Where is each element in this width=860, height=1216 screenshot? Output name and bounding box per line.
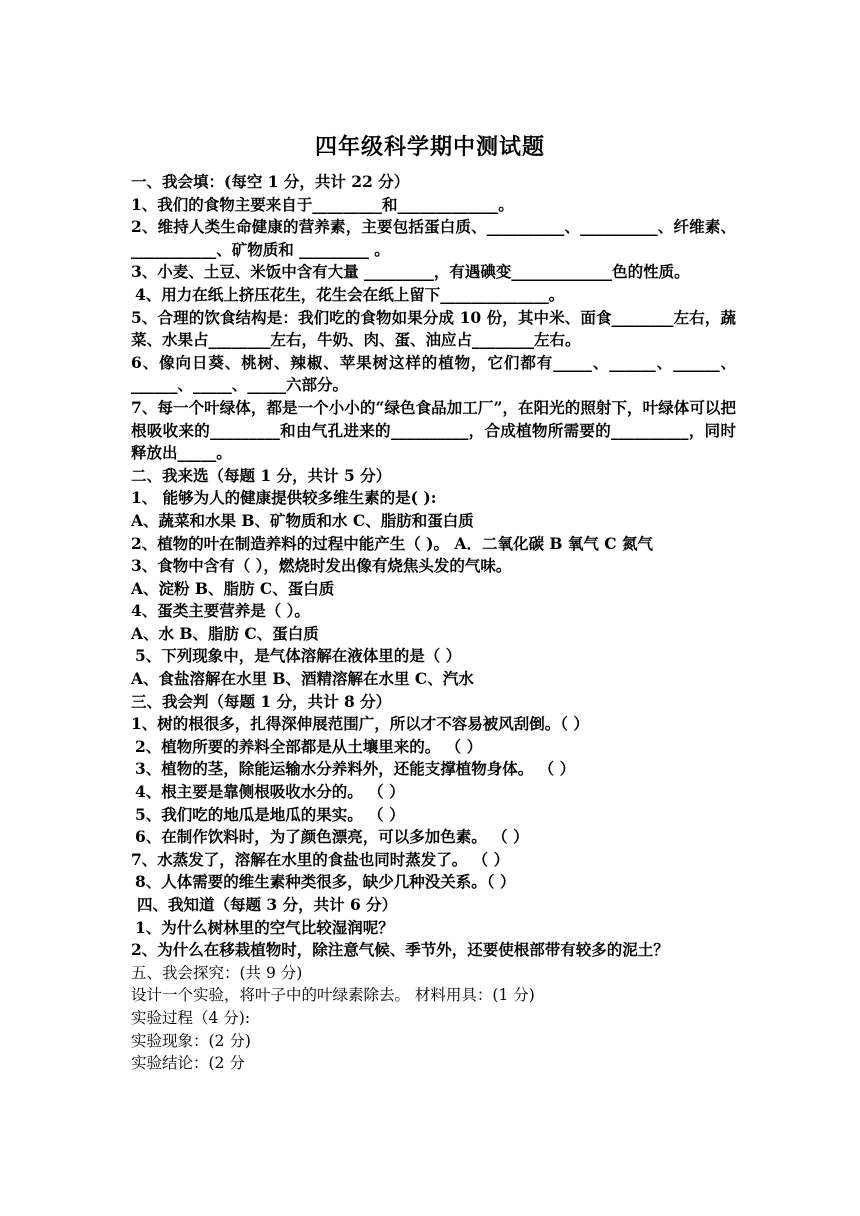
section-heading: 二、我来选（每题 1 分，共计 5 分）: [131, 465, 392, 485]
question-line: 4、用力在纸上挤压花生，花生会在纸上留下______________。: [135, 284, 565, 304]
question-line: 6、像向日葵、桃树、辣椒、苹果树这样的植物，它们都有_____、______、______、______、_____、_____六部分。: [131, 352, 736, 395]
question-line: 3、小麦、土豆、米饭中含有大量 _________，有遇碘变_____________色的性质。: [131, 262, 690, 282]
question-line: A、淀粉 B、脂肪 C、蛋白质: [131, 578, 335, 598]
question-line: 四、我知道（每题 3 分，共计 6 分）: [137, 895, 398, 914]
question-line: 3、植物的茎，除能运输水分养料外，还能支撑植物身体。 （ ）: [135, 759, 576, 779]
question-line: 2、为什么在移栽植物时，除注意气候、季节外，还要使根部带有较多的泥土？: [131, 940, 669, 960]
question-line: A、食盐溶解在水里 B、酒精溶解在水里 C、汽水: [131, 669, 474, 689]
document-title: 四年级科学期中测试题: [314, 134, 545, 160]
section-heading: 三、我会判（每题 1 分，共计 8 分）: [131, 691, 392, 711]
question-line: 6、在制作饮料时，为了颜色漂亮，可以多加色素。 （ ）: [135, 827, 529, 847]
question-line: 1、树的根很多，扎得深伸展范围广，所以才不容易被风刮倒。（ ）: [131, 714, 589, 734]
question-line: 2、维持人类生命健康的营养素，主要包括蛋白质、__________、__________、纤维素、___________、矿物质和 _________ 。: [131, 217, 736, 259]
question-line: 7、每一个叶绿体，都是一个小小的“绿色食品加工厂”，在阳光的照射下，叶绿体可以把根吸收来的_________和由气孔进来的__________，合成植物所需要的__________，同时释放出_____。: [131, 397, 736, 463]
question-line: 4、蛋类主要营养是（ ）。: [131, 601, 310, 621]
question-line: A、蔬菜和水果 B、矿物质和水 C、脂肪和蛋白质: [131, 510, 474, 530]
document-body: [131, 171, 736, 1075]
section-heading: 一、我会填：(每空 1 分，共计 22 分）: [131, 172, 410, 191]
question-line: 实验结论：(2 分: [131, 1054, 245, 1073]
question-line: 实验过程（4 分):: [131, 1008, 251, 1027]
question-line: 1、 能够为人的健康提供较多维生素的是( ):: [131, 488, 437, 508]
question-line: 8、人体需要的维生素种类很多，缺少几种没关系。（ ）: [135, 872, 516, 892]
question-line: 5、下列现象中，是气体溶解在液体里的是（ ）: [135, 646, 462, 666]
question-line: 实验现象：(2 分): [131, 1031, 251, 1050]
question-line: 5、我们吃的地瓜是地瓜的果实。 （ ）: [135, 804, 405, 824]
question-line: 1、我们的食物主要来自于_________和_____________。: [131, 194, 514, 214]
question-line: A、水 B、脂肪 C、蛋白质: [131, 623, 319, 643]
question-line: 4、根主要是靠侧根吸收水分的。 （ ）: [135, 782, 405, 802]
question-line: 五、我会探究：(共 9 分): [131, 963, 303, 982]
question-line: 7、水蒸发了，溶解在水里的食盐也同时蒸发了。 （ ）: [131, 849, 510, 869]
question-line: 设计一个实验，将叶子中的叶绿素除去。 材料用具：(1 分): [131, 986, 535, 1005]
question-line: 2、植物所要的养料全部都是从土壤里来的。 （ ）: [135, 736, 483, 756]
question-line: 5、合理的饮食结构是：我们吃的食物如果分成 10 份，其中米、面食________左右，蔬菜、水果占________左右，牛奶、肉、蛋、油应占________左右。: [131, 307, 736, 350]
question-line: 2、植物的叶在制造养料的过程中能产生（ )。 A．二氧化碳 B 氧气 C 氮气: [131, 533, 653, 553]
question-line: 1、为什么树林里的空气比较湿润呢？: [135, 917, 394, 937]
question-line: 3、食物中含有（ ），燃烧时发出像有烧焦头发的气味。: [131, 556, 512, 576]
